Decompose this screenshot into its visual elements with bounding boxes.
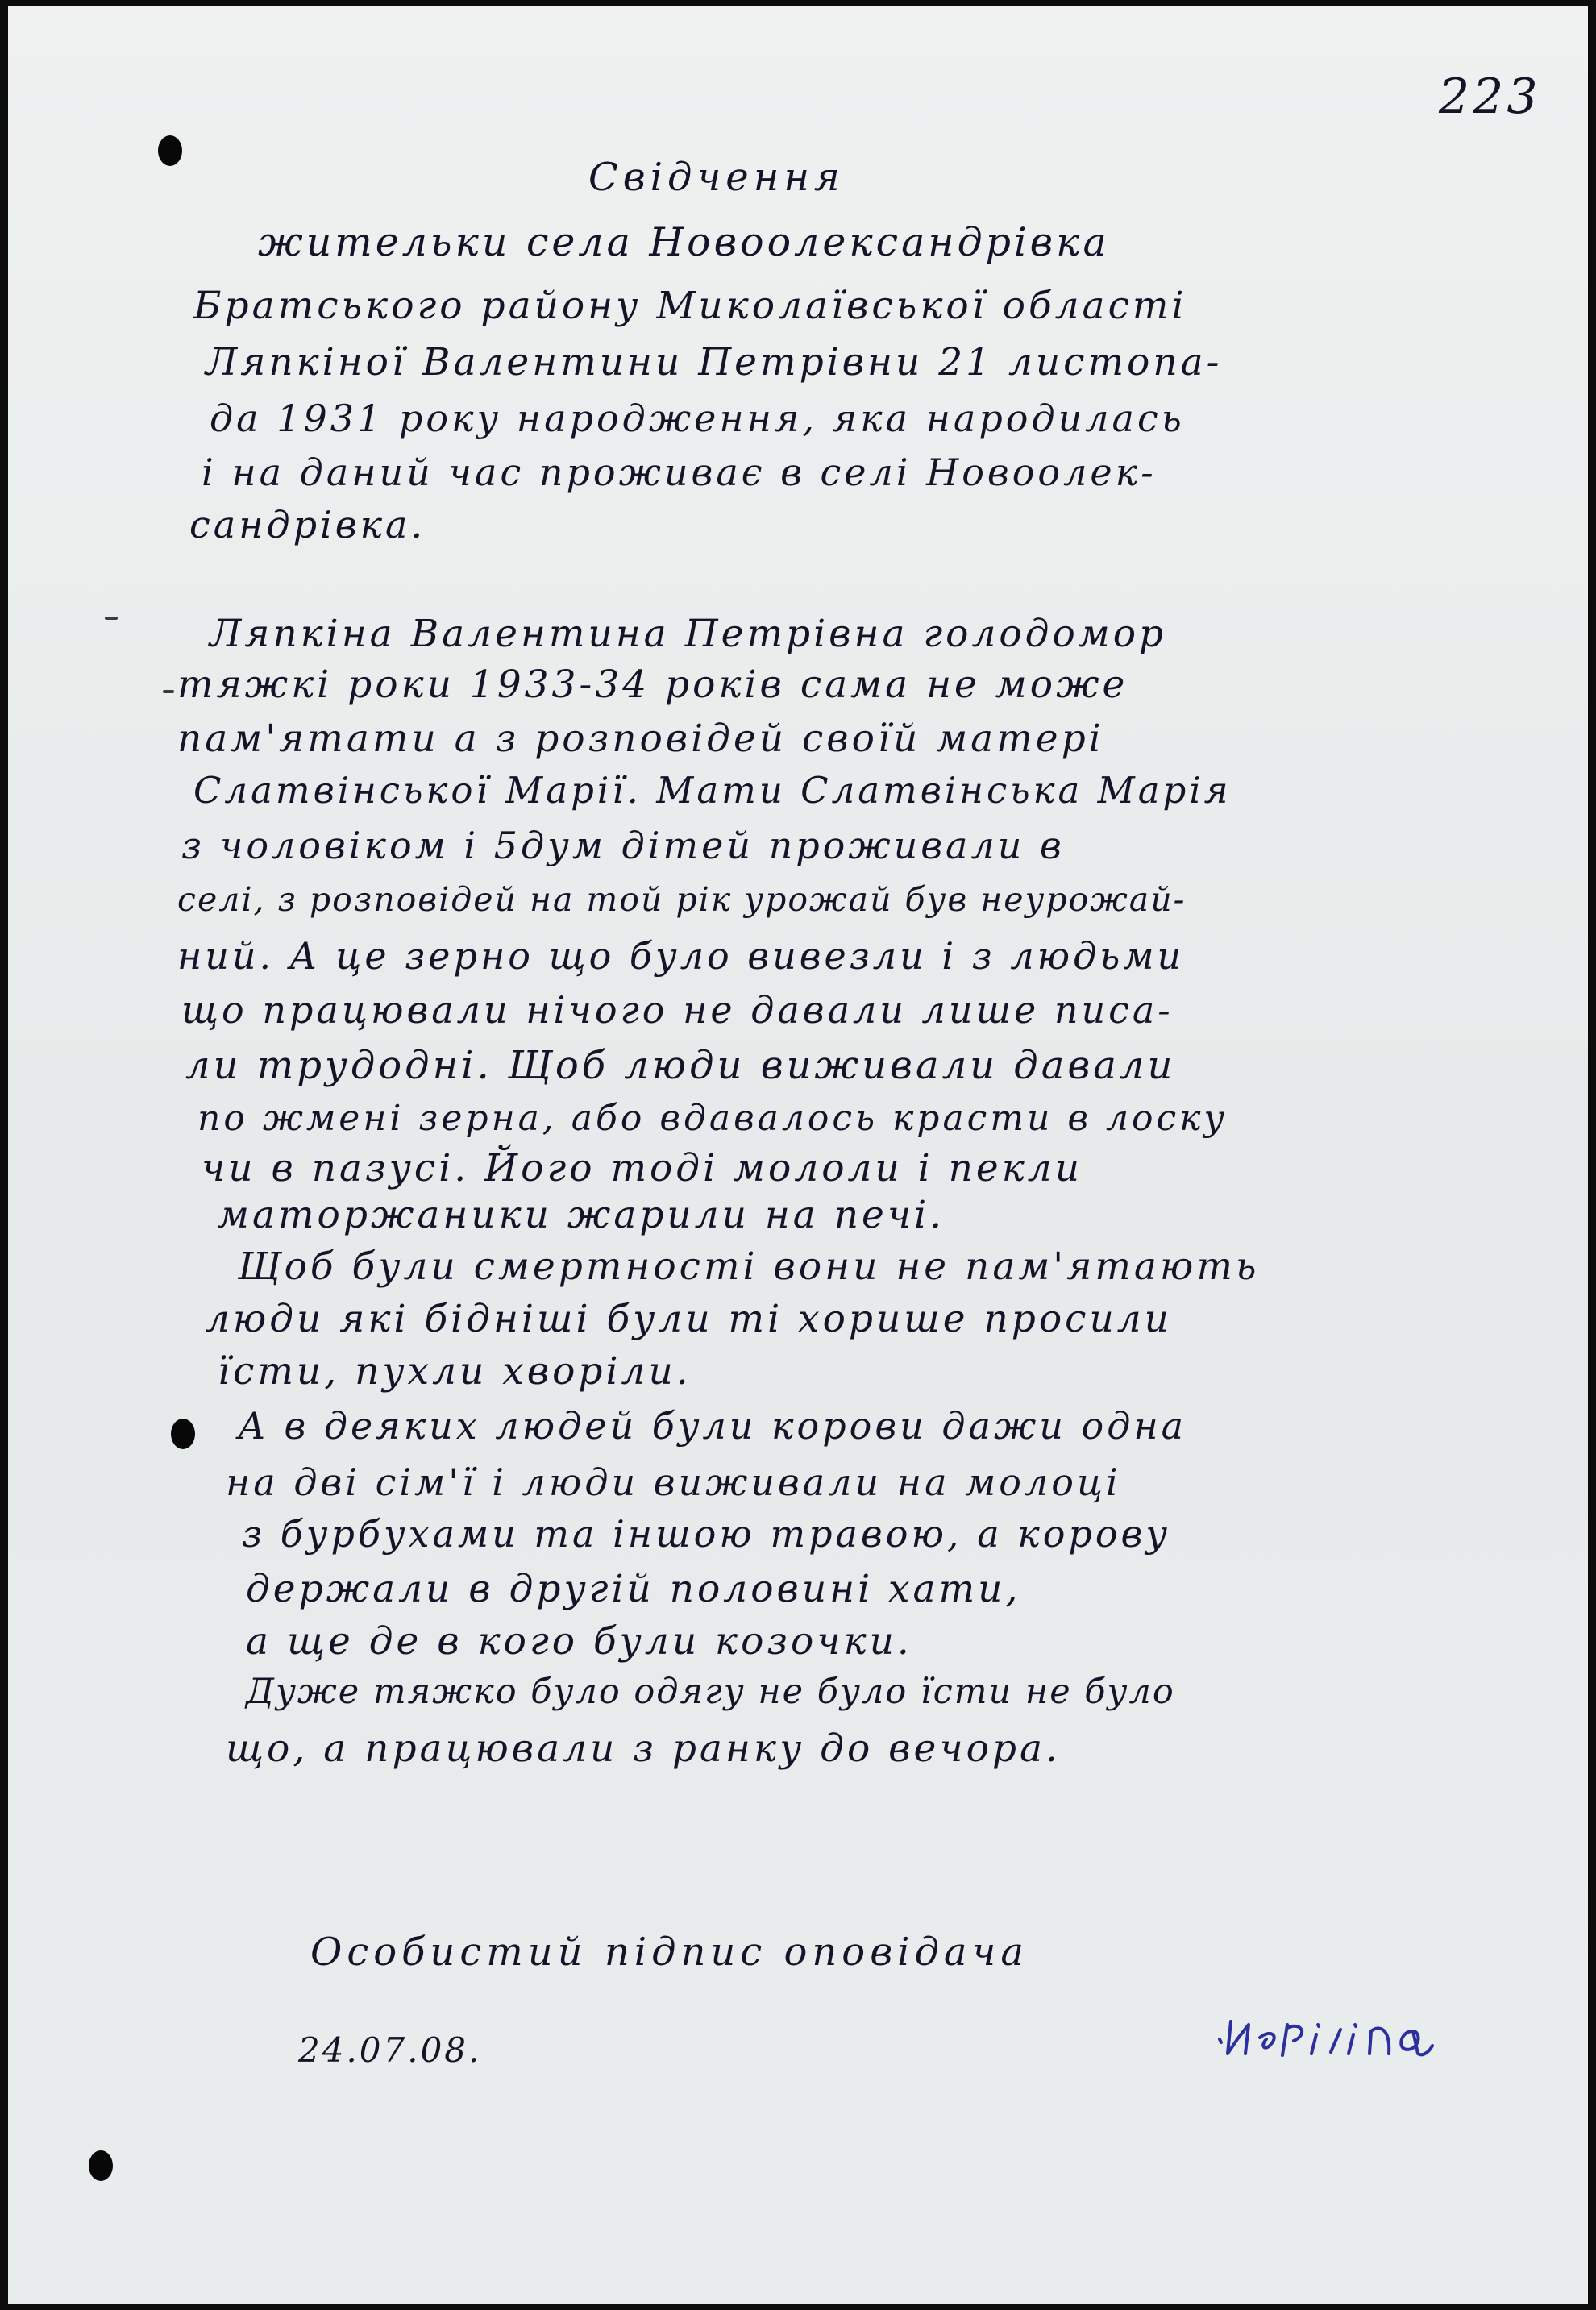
body-line: по жмені зерна, або вдавалось красти в лоску bbox=[197, 1098, 1228, 1139]
signature-label: Особистий підпис оповідача bbox=[310, 1930, 1029, 1975]
body-line: селі, з розповідей на той рік урожай був неурожай- bbox=[177, 880, 1187, 919]
handwritten-signature bbox=[1213, 2007, 1536, 2063]
document-page bbox=[8, 6, 1588, 2304]
body-line: маторжаники жарили на печі. bbox=[218, 1193, 946, 1237]
header-line: жительки села Новоолександрівка bbox=[258, 219, 1110, 265]
header-line: Братського району Миколаївської області bbox=[193, 284, 1187, 328]
body-line: чи в пазусі. Його тоді мололи і пекли bbox=[202, 1146, 1083, 1190]
body-line: Щоб були смертності вони не пам'ятають bbox=[238, 1244, 1260, 1289]
body-line: ли трудодні. Щоб люди виживали давали bbox=[185, 1043, 1176, 1088]
body-line: Ляпкіна Валентина Петрівна голодомор bbox=[210, 612, 1167, 656]
body-line: Дуже тяжко було одягу не було їсти не було bbox=[246, 1672, 1175, 1712]
header-line: да 1931 року народження, яка народилась bbox=[210, 397, 1185, 440]
punch-hole-bottom bbox=[89, 2150, 113, 2181]
body-line: держали в другій половині хати, bbox=[246, 1567, 1021, 1611]
header-line: сандрівка. bbox=[189, 503, 426, 546]
body-line: з чоловіком і 5дум дітей проживали в bbox=[181, 824, 1065, 867]
margin-tick-mark bbox=[105, 617, 118, 620]
body-line: Слатвінської Марії. Мати Слатвінська Марія bbox=[193, 769, 1232, 812]
header-line: Ляпкіної Валентини Петрівни 21 листопа- bbox=[206, 340, 1223, 384]
body-line: тяжкі роки 1933-34 років сама не може bbox=[177, 663, 1128, 707]
page-number: 223 bbox=[1439, 69, 1541, 125]
punch-hole-top bbox=[158, 135, 182, 166]
body-line: з бурбухами та іншою травою, а корову bbox=[242, 1512, 1171, 1556]
body-line: що працювали нічого не давали лише писа- bbox=[181, 988, 1174, 1032]
document-date: 24.07.08. bbox=[298, 2030, 482, 2070]
margin-tick-mark bbox=[163, 690, 174, 693]
punch-hole-middle bbox=[171, 1419, 195, 1449]
body-line: ний. А це зерно що було вивезли і з людьми bbox=[177, 934, 1185, 978]
body-line: люди які бідніші були ті хорише просили bbox=[206, 1297, 1172, 1341]
header-line: і на даний час проживає в селі Новоолек- bbox=[202, 451, 1157, 494]
body-line: що, а працювали з ранку до вечора. bbox=[226, 1726, 1061, 1771]
body-line: А в деяких людей були корови дажи одна bbox=[238, 1404, 1187, 1448]
document-title: Свідчення bbox=[588, 155, 845, 200]
body-line: на дві сім'ї і люди виживали на молоці bbox=[226, 1460, 1121, 1504]
body-line: їсти, пухли хворіли. bbox=[218, 1349, 692, 1394]
body-line: а ще де в кого були козочки. bbox=[246, 1619, 912, 1664]
body-line: пам'ятати а з розповідей своїй матері bbox=[177, 717, 1104, 761]
